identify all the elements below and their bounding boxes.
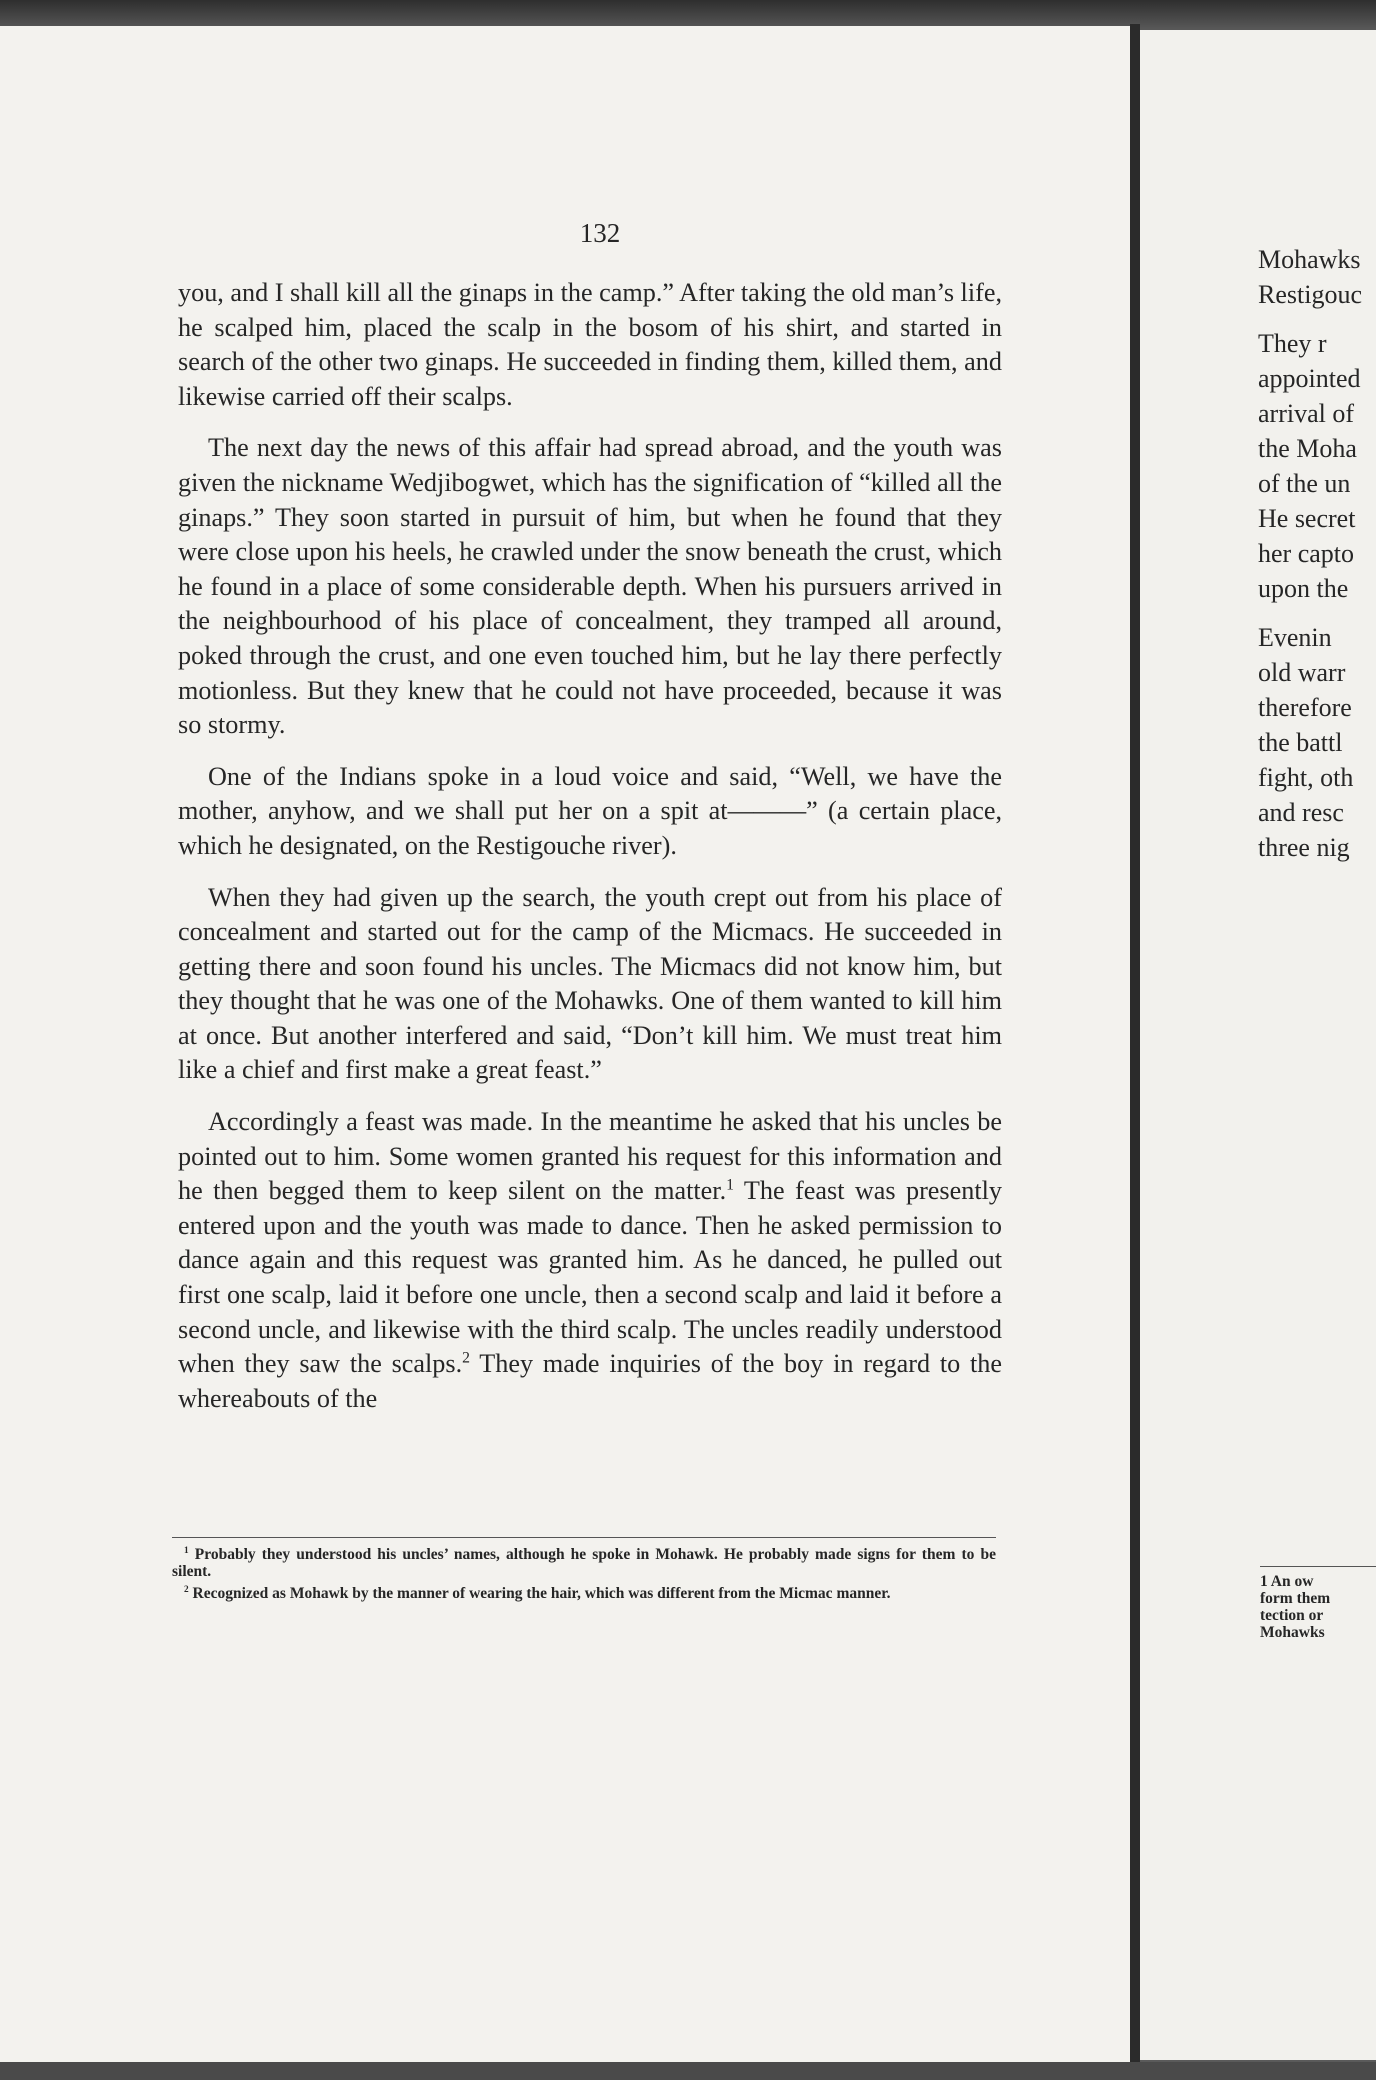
footnote-number: 1 (184, 1545, 189, 1556)
right-line: upon the (1258, 574, 1349, 603)
right-line: Restigouc (1258, 280, 1362, 309)
right-page-text (1258, 242, 1376, 865)
right-line: arrival of (1258, 399, 1355, 428)
right-line: They r (1258, 329, 1327, 358)
footnote-text: Probably they understood his uncles’ names, although he spoke in Mohawk. He probably made signs for them to be silent. (172, 1546, 996, 1580)
footnote-rule (172, 1537, 996, 1538)
right-line: of the un (1258, 469, 1351, 498)
right-line: fight, oth (1258, 763, 1354, 792)
paragraph-gap (1258, 312, 1376, 326)
right-line: Evenin (1258, 623, 1332, 652)
paragraph-text: Accordingly a feast was made. In the meantime he asked that his uncles be pointed out to him. Some women granted his request for this information and he then begged them to keep silent on the matter. (178, 1107, 1002, 1206)
footnotes (172, 1537, 996, 1607)
right-line: Mohawks (1258, 245, 1361, 274)
footnote-ref: 1 (726, 1176, 734, 1194)
right-line: the battl (1258, 728, 1343, 757)
paragraph: you, and I shall kill all the ginaps in the camp.” After taking the old man’s life, he scalped him, placed the scalp in the bosom of his shirt, and started in search of the other two ginaps. He succeeded in finding them, killed them, and likewise carried off their scalps. (178, 278, 1002, 411)
footnote (172, 1585, 996, 1602)
scan-bottom-edge (0, 2062, 1376, 2080)
paragraph: One of the Indians spoke in a loud voice and said, “Well, we have the mother, anyhow, and we shall put her on a spit at———” (a certain place, which he designated, on the Restigouche river). (178, 761, 1002, 860)
body-text (178, 276, 1002, 1433)
right-footnote-line: tection or (1260, 1607, 1324, 1624)
paragraph: When they had given up the search, the youth crept out from his place of concealment and started out for the camp of the Micmacs. He succeeded in getting there and soon found his uncles. The Micmacs did not know him, but they thought that he was one of the Mohawks. One of them wanted to kill him at once. But another interfered and said, “Don’t kill him. We must treat him like a chief and first make a great feast.” (178, 882, 1002, 1085)
footnote-ref: 2 (462, 1349, 470, 1367)
right-line: the Moha (1258, 434, 1357, 463)
paragraph-gap (1258, 606, 1376, 620)
right-line: her capto (1258, 539, 1355, 568)
right-line: old warr (1258, 658, 1346, 687)
right-line: and resc (1258, 798, 1344, 827)
book-gutter (1130, 24, 1140, 2068)
paragraph-text: They made inquiries of the boy in regard to the whereabouts of the (178, 1349, 1002, 1413)
right-line: He secret (1258, 504, 1356, 533)
footnote-number: 2 (184, 1584, 189, 1595)
paragraph (178, 1105, 1002, 1416)
right-footnote-line: Mohawks (1260, 1624, 1325, 1641)
right-line: three nig (1258, 833, 1350, 862)
right-page-footnotes (1260, 1566, 1376, 1641)
paragraph-text: The feast was presently entered upon and the youth was made to dance. Then he asked permission to dance again and this request was granted him. As he danced, he pulled out first one scalp, laid it before one uncle, then a second scalp and laid it before a second uncle, and likewise with the third scalp. The uncles readily understood when they saw the scalps. (178, 1176, 1002, 1379)
right-footnote-line: 1 An ow (1260, 1573, 1314, 1590)
footnote-rule (1260, 1566, 1376, 1567)
right-page (1140, 30, 1376, 2060)
paragraph: The next day the news of this affair had spread abroad, and the youth was given the nickname Wedjibogwet, which has the signification of “killed all the ginaps.” They soon started in pursuit of him, but when he found that they were close upon his heels, he crawled under the snow beneath the crust, which he found in a place of some considerable depth. When his pursuers arrived in the neighbourhood of his place of concealment, they tramped all around, poked through the crust, and one even touched him, but he lay there perfectly motionless. But they knew that he could not have proceeded, because it was so stormy. (178, 433, 1002, 740)
footnote (172, 1546, 996, 1580)
right-line: therefore (1258, 693, 1352, 722)
page-number: 132 (579, 218, 621, 248)
footnote-text: Recognized as Mohawk by the manner of wearing the hair, which was different from the Micmac manner. (188, 1585, 891, 1602)
right-footnote-line: form them (1260, 1590, 1331, 1607)
right-line: appointed (1258, 364, 1361, 393)
